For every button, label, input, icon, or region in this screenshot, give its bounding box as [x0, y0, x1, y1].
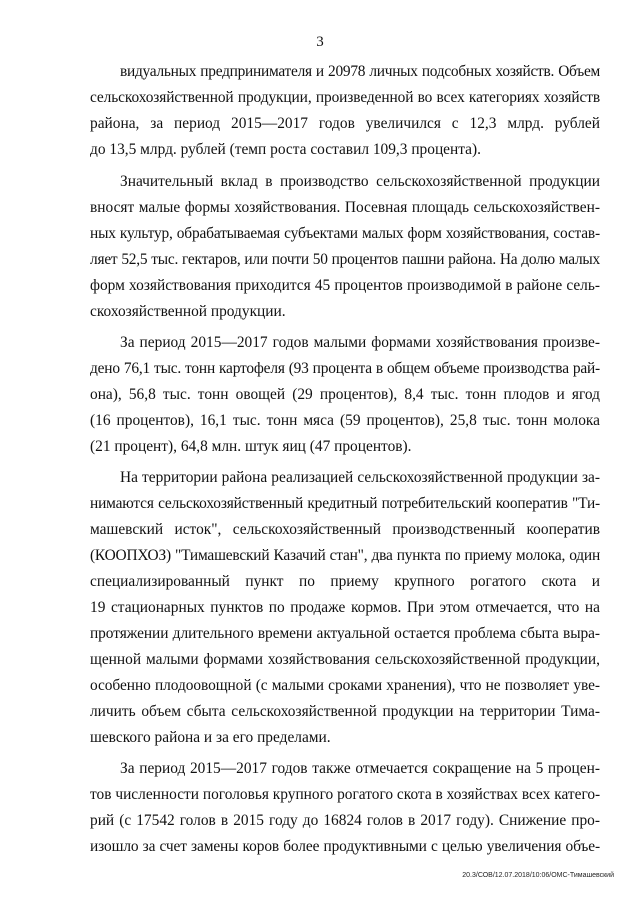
text-line: (21 процент), 64,8 млн. штук яиц (47 процентов).	[90, 438, 412, 455]
text-line: ляет 52,5 тыс. гектаров, или почти 50 процентов пашни района. На долю малых	[90, 251, 600, 268]
text-line: щенной малыми формами хозяйствования сельскохозяйственной продукции,	[90, 651, 600, 668]
text-line: ных культур, обрабатываемая субъектами малых форм хозяйствования, состав-	[90, 225, 600, 242]
text-line: нимаются сельскохозяйственный кредитный потребительский кооператив "Ти-	[90, 495, 600, 512]
text-line: дено 76,1 тыс. тонн картофеля (93 процента в общем объеме производства рай-	[90, 360, 600, 377]
text-line: машевский исток", сельскохозяйственный производственный кооператив	[90, 521, 600, 538]
text-line: 19 стационарных пунктов по продаже кормов. При этом отмечается, что на	[90, 599, 600, 616]
text-line: На территории района реализацией сельскохозяйственной продукции за-	[120, 469, 600, 486]
text-line: (КООПХОЗ) "Тимашевский Казачий стан", два пункта по приему молока, один	[90, 547, 600, 564]
text-line: шевского района и за его пределами.	[90, 729, 331, 746]
text-line: личить объем сбыта сельскохозяйственной продукции на территории Тима-	[90, 703, 600, 720]
text-line: она), 56,8 тыс. тонн овощей (29 процентов), 8,4 тыс. тонн плодов и ягод	[90, 386, 600, 403]
text-line: протяжении длительного времени актуальной остается проблема сбыта выра-	[90, 625, 600, 642]
text-line: видуальных предпринимателя и 20978 личных подсобных хозяйств. Объем	[120, 63, 600, 80]
text-line: изошло за счет замены коров более продуктивными с целью увеличения объе-	[90, 838, 600, 855]
text-line: района, за период 2015—2017 годов увеличился с 12,3 млрд. рублей	[90, 115, 600, 132]
text-line: скохозяйственной продукции.	[90, 303, 286, 320]
text-line: (16 процентов), 16,1 тыс. тонн мяса (59 процентов), 25,8 тыс. тонн молока	[90, 412, 600, 429]
text-line: За период 2015—2017 годов малыми формами хозяйствования произве-	[120, 334, 600, 351]
footer-code: 20.3/СОВ/12.07.2018/10:06/ОМС-Тимашевский	[462, 872, 614, 879]
text-line: рий (с 17542 голов в 2015 году до 16824 голов в 2017 году). Снижение про-	[90, 812, 600, 829]
text-line: тов численности поголовья крупного рогатого скота в хозяйствах всех катего-	[90, 786, 601, 803]
text-line: За период 2015—2017 годов также отмечается сокращение на 5 процен-	[120, 760, 600, 777]
text-line: до 13,5 млрд. рублей (темп роста составил 109,3 процента).	[90, 141, 481, 158]
page-number: 3	[316, 34, 324, 50]
text-line: форм хозяйствования приходится 45 процентов производимой в районе сель-	[90, 277, 600, 294]
text-line: Значительный вклад в производство сельскохозяйственной продукции	[120, 173, 600, 190]
text-line: вносят малые формы хозяйствования. Посевная площадь сельскохозяйствен-	[90, 199, 600, 216]
text-line: специализированный пункт по приему крупного рогатого скота и	[90, 573, 600, 590]
text-line: сельскохозяйственной продукции, произведенной во всех категориях хозяйств	[90, 89, 600, 106]
text-line: особенно плодоовощной (с малыми сроками хранения), что не позволяет уве-	[90, 677, 600, 694]
